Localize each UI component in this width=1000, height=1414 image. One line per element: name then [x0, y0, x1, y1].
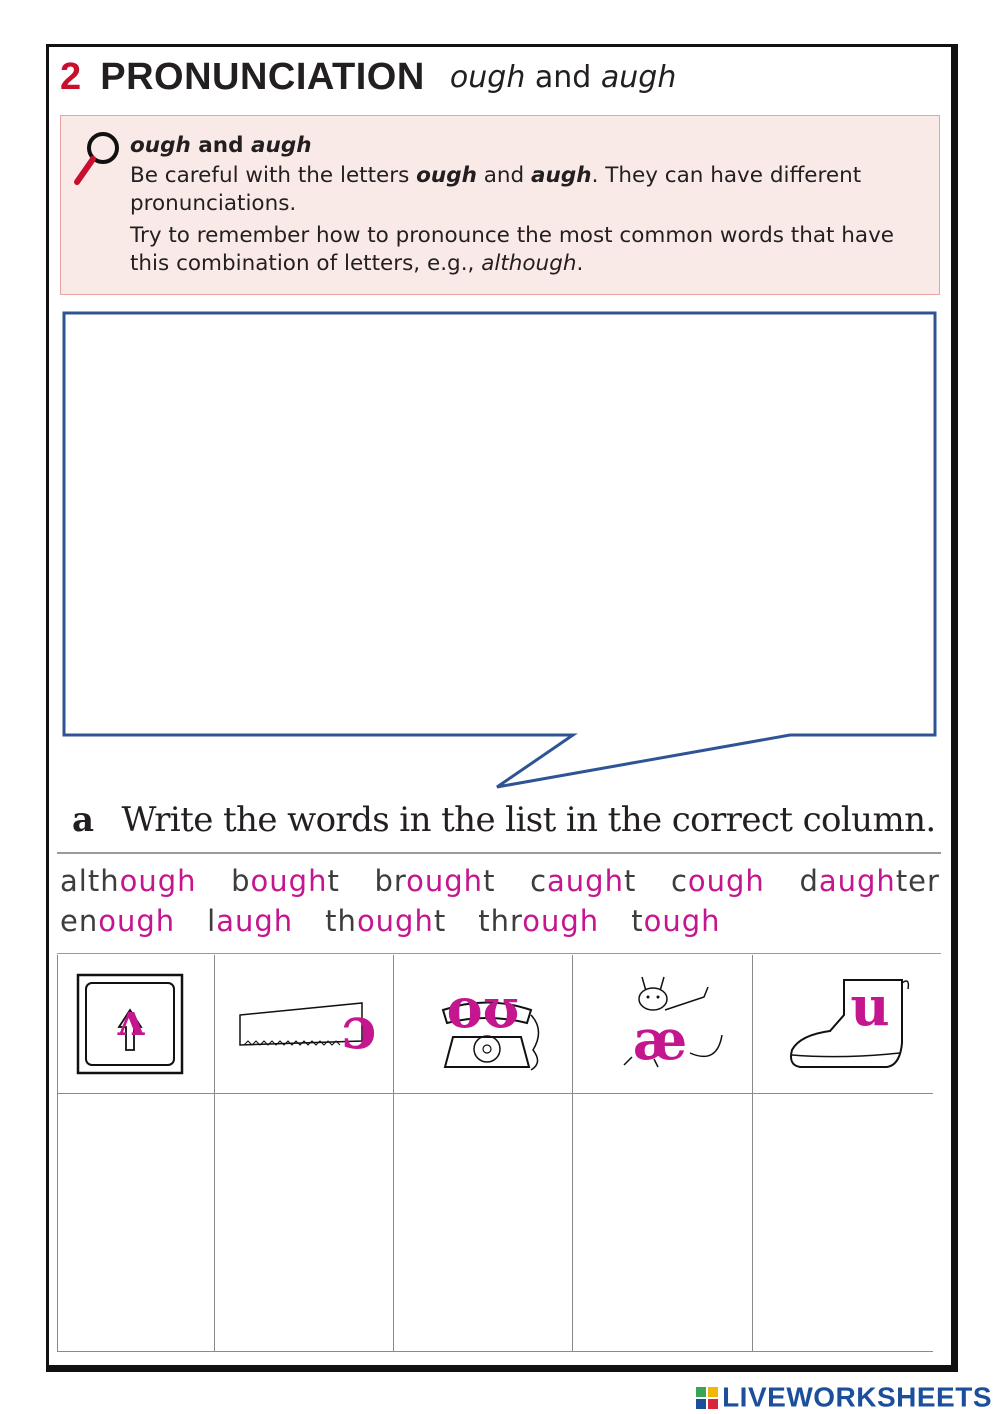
word-item[interactable]: thought [325, 904, 447, 938]
cat-icon [572, 955, 752, 1093]
brand-icon [696, 1387, 718, 1409]
word-list-row-1 [60, 864, 940, 898]
word-list-row-2 [60, 904, 940, 938]
word-item[interactable]: brought [374, 864, 496, 898]
word-item[interactable]: bought [231, 864, 340, 898]
divider-top [57, 852, 941, 854]
tip-line-1: Be careful with the letters ough and augh. They can have different pronunciations. [130, 163, 862, 216]
section-title [60, 56, 676, 104]
word-item[interactable]: enough [60, 904, 176, 938]
tip-heading: ough and augh [130, 133, 312, 158]
word-item[interactable]: cough [670, 864, 765, 898]
table-bottom-border [57, 1351, 933, 1352]
up-arrow-icon [57, 955, 214, 1093]
column-header-5 [752, 955, 933, 1093]
word-item[interactable]: daughter [799, 864, 940, 898]
exercise-instruction [72, 800, 936, 840]
instruction-text: Write the words in the list in the correct column. [121, 800, 936, 840]
tip-box [60, 115, 940, 295]
word-item[interactable]: laugh [207, 904, 294, 938]
magnifying-glass-icon [71, 128, 121, 188]
sorting-table [57, 955, 933, 1352]
brand-text: LIVEWORKSHEETS [722, 1381, 992, 1413]
subheading-augh: augh [600, 60, 677, 95]
word-item[interactable]: tough [631, 904, 721, 938]
column-header-2 [214, 955, 393, 1093]
symbol-2: ɔ [341, 994, 377, 1062]
column-header-3 [393, 955, 572, 1093]
tip-line-2: Try to remember how to pronounce the most common words that have this combination of letters, e.g., although. [130, 223, 895, 276]
symbol-3: oʊ [446, 976, 520, 1040]
liveworksheets-logo [696, 1380, 992, 1413]
boot-icon [752, 955, 933, 1093]
tip-text [130, 132, 930, 282]
column-header-1 [57, 955, 214, 1093]
subheading-ough: ough [449, 60, 526, 95]
word-item[interactable]: through [478, 904, 600, 938]
word-item[interactable]: although [60, 864, 197, 898]
saw-icon [214, 955, 393, 1093]
table-header-divider [57, 1093, 933, 1094]
divider-list-bottom [57, 953, 941, 954]
symbol-4: æ [632, 1007, 688, 1073]
section-heading: PRONUNCIATION [100, 56, 425, 98]
symbol-1: ʌ [115, 995, 145, 1046]
section-subheading [450, 60, 676, 95]
telephone-icon [393, 955, 572, 1093]
section-number: 2 [60, 56, 82, 98]
column-header-4 [572, 955, 752, 1093]
word-item[interactable]: caught [530, 864, 637, 898]
symbol-5: u [850, 974, 890, 1038]
exercise-letter: a [72, 800, 94, 840]
subheading-and: and [534, 60, 592, 95]
